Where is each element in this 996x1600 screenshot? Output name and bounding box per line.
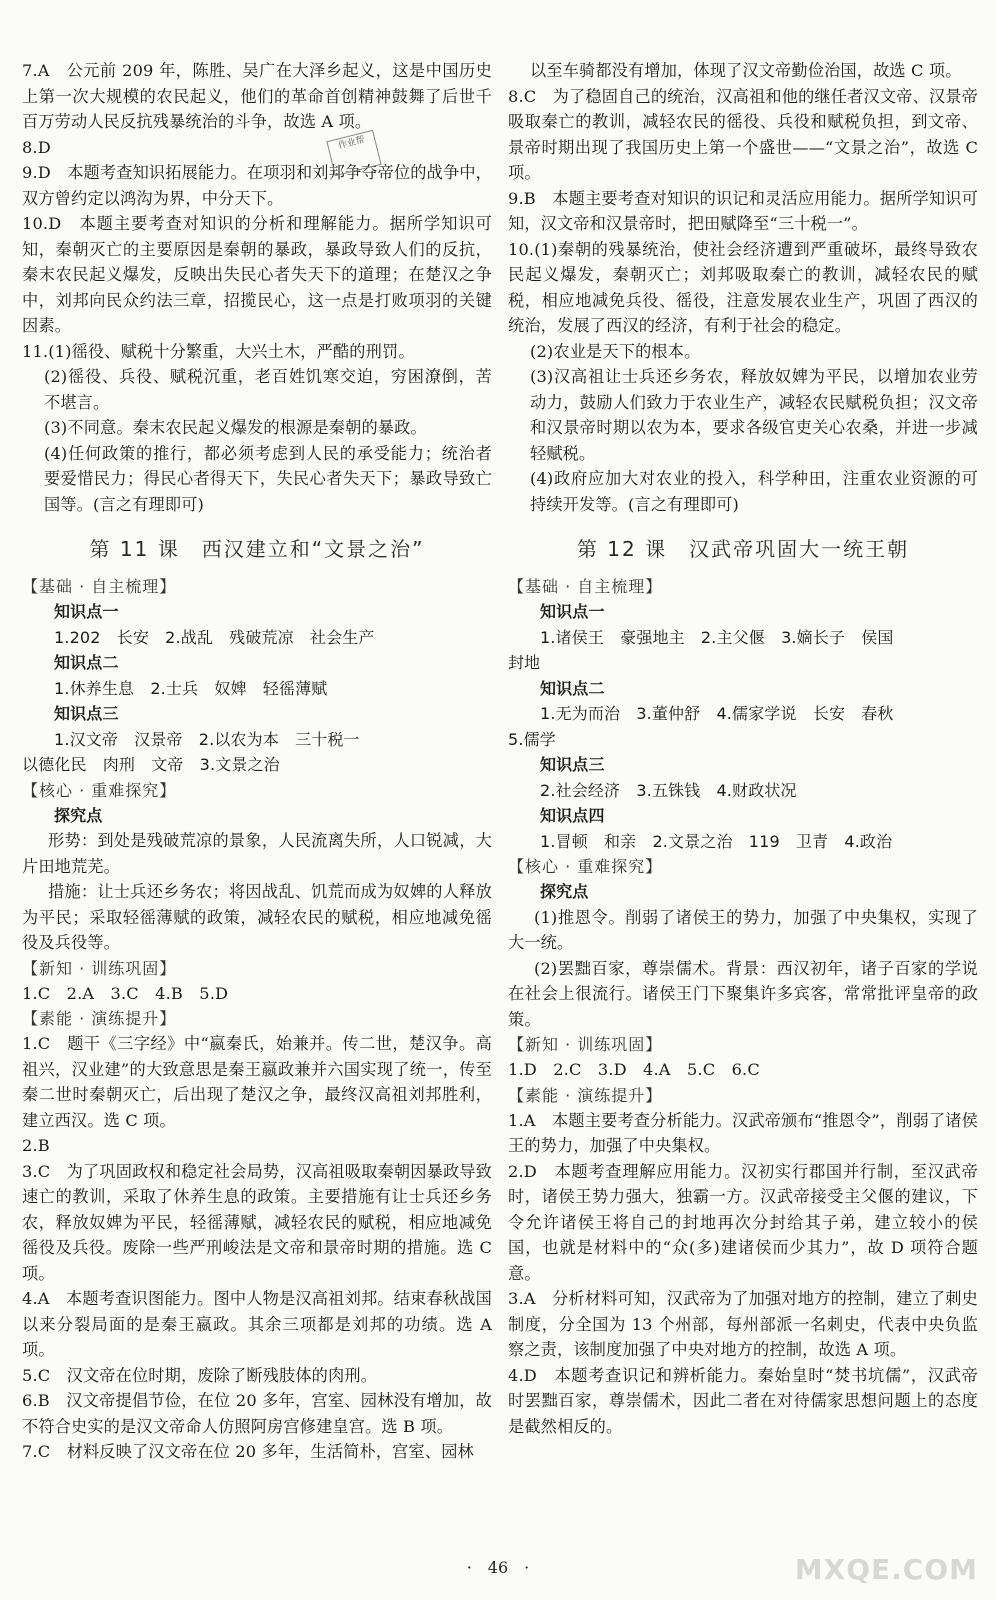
answer-item: 4.D 本题考查识记和辨析能力。秦始皇时“焚书坑儒”，汉武帝时罢黜百家，尊崇儒术，因此二者在对待儒家思想问题上的态度是截然相反的。 [508, 1365, 978, 1436]
answer-item: 5.C 汉文帝在位时期，废除了断残肢体的肉刑。 [22, 1365, 378, 1385]
explore-item: (2)罢黜百家，尊崇儒术。背景：西汉初年，诸子百家的学说在社会上很流行。诸侯王门下聚集许多宾客，常常批评皇帝的政策。 [508, 958, 978, 1029]
knowledge-point-answers: 2.社会经济 3.五铢钱 4.财政状况 [540, 780, 797, 800]
section-basic: 【基础 · 自主梳理】 [508, 577, 663, 596]
knowledge-point-answers: 1.诸侯王 豪强地主 2.主父偃 3.嫡长子 侯国 [540, 627, 894, 647]
right-column [508, 58, 978, 1439]
answer-subitem: (3)不同意。秦末农民起义爆发的根源是秦朝的暴政。 [44, 418, 427, 437]
answer-item: 10.(1)秦朝的残暴统治，使社会经济遭到严重破坏，最终导致农民起义爆发，秦朝灭亡；刘邦吸取秦亡的教训，减轻农民的赋税，相应地减免兵役、徭役，注意发展农业生产，巩固了西汉的统治，发展了西汉的经济，有利于社会的稳定。 [508, 239, 978, 335]
section-core: 【核心 · 重难探究】 [22, 780, 177, 800]
knowledge-point-title: 知识点三 [540, 755, 605, 774]
knowledge-point-title: 知识点三 [54, 704, 119, 723]
knowledge-point-answers: 1.休养生息 2.士兵 奴婢 轻徭薄赋 [54, 678, 328, 698]
explore-measures: 措施：让士兵还乡务农；将因战乱、饥荒而成为奴婢的人释放为平民；采取轻徭薄赋的政策，减轻农民的赋税，相应地减免徭役及兵役等。 [22, 882, 492, 952]
knowledge-point-title: 知识点一 [54, 602, 119, 621]
section-basic: 【基础 · 自主梳理】 [22, 577, 177, 596]
explore-item: (1)推恩令。削弱了诸侯王的势力，加强了中央集权，实现了大一统。 [508, 907, 978, 952]
knowledge-point-answers: 1.202 长安 2.战乱 残破荒凉 社会生产 [54, 627, 375, 647]
knowledge-point-title: 知识点四 [540, 806, 605, 825]
answer-subitem: (4)任何政策的推行，都必须考虑到人民的承受能力；统治者要爱惜民力；得民心者得天下，失民心者失天下；暴政导致亡国等。(言之有理即可) [44, 443, 492, 514]
section-skill: 【素能 · 演练提升】 [22, 1009, 177, 1028]
knowledge-point-answers: 5.儒学 [508, 729, 556, 749]
answer-item: 11.(1)徭役、赋税十分繁重，大兴土木，严酷的刑罚。 [22, 341, 415, 361]
watermark-logo: MXQE.COM [794, 1553, 978, 1586]
new-answers: 1.D 2.C 3.D 4.A 5.C 6.C [508, 1060, 760, 1079]
answer-subitem: (2)徭役、兵役、赋税沉重，老百姓饥寒交迫，穷困潦倒，苦不堪言。 [44, 367, 492, 412]
explore-title: 探究点 [54, 805, 103, 825]
answer-item: 9.B 本题主要考查对知识的识记和灵活应用能力。据所学知识可知，汉文帝和汉景帝时，把田赋降至“三十税一”。 [508, 188, 978, 233]
answer-item: 6.B 汉文帝提倡节俭，在位 20 多年，宫室、园林没有增加，故不符合史实的是汉文帝命人仿照阿房宫修建皇宫。选 B 项。 [22, 1391, 492, 1436]
knowledge-point-answers: 封地 [508, 653, 541, 672]
answer-subitem: (4)政府应加大对农业的投入，科学种田，注重农业资源的可持续开发等。(言之有理即可) [530, 469, 978, 514]
answer-continuation: 以至车骑都没有增加，体现了汉文帝勤俭治国，故选 C 项。 [530, 61, 962, 80]
answer-subitem: (3)汉高祖让士兵还乡务农，释放奴婢为平民，以增加农业劳动力，鼓励人们致力于农业生产，减轻农民赋税负担；汉文帝和汉景帝时期以农为本，要求各级官吏关心农桑，并进一步减轻赋税。 [530, 367, 978, 463]
knowledge-point-title: 知识点二 [54, 653, 119, 672]
answer-item: 2.D 本题考查理解应用能力。汉初实行郡国并行制，至汉武帝时，诸侯王势力强大，独霸一方。汉武帝接受主父偃的建议，下令允许诸侯王将自己的封地再次分封给其子弟，建立较小的侯国，也就是材料中的“众(多)建诸侯而少其力”，故 D 项符合题意。 [508, 1161, 978, 1283]
new-answers: 1.C 2.A 3.C 4.B 5.D [22, 983, 229, 1003]
explore-situation: 形势：到处是残破荒凉的景象，人民流离失所，人口锐减，大片田地荒芜。 [22, 831, 492, 876]
answer-block-1 [22, 58, 492, 517]
section-new: 【新知 · 训练巩固】 [22, 958, 177, 978]
knowledge-point-answers: 1.汉文帝 汉景帝 2.以农为本 三十税一 [54, 729, 360, 749]
answer-item: 8.C 为了稳固自己的统治，汉高祖和他的继任者汉文帝、汉景帝吸取秦亡的教训，减轻农民的徭役、兵役和赋税负担，到文帝、景帝时期出现了我国历史上第一个盛世——“文景之治”，故选 C 项。 [508, 86, 978, 182]
answer-item: 3.C 为了巩固政权和稳定社会局势，汉高祖吸取秦朝因暴政导致速亡的教训，采取了休养生息的政策。主要措施有让士兵还乡务农，释放奴婢为平民，轻徭薄赋，减轻农民的赋税，相应地减免徭役及兵役。废除一些严刑峻法是文帝和景帝时期的措施。选 C 项。 [22, 1161, 492, 1283]
answer-item: 10.D 本题主要考查对知识的分析和理解能力。据所学知识可知，秦朝灭亡的主要原因是秦朝的暴政，暴政导致人们的反抗，秦末农民起义爆发，反映出失民心者失天下的道理；在楚汉之争中，刘邦向民众约法三章，招揽民心，这一点是打败项羽的关键因素。 [22, 214, 492, 335]
page-number: · 46 · [466, 1558, 530, 1577]
section-core: 【核心 · 重难探究】 [508, 857, 663, 876]
lesson-12-title: 第 12 课 汉武帝巩固大一统王朝 [576, 537, 910, 561]
answer-item: 9.D 本题考查知识拓展能力。在项羽和刘邦争夺帝位的战争中，双方曾约定以鸿沟为界，中分天下。 [22, 163, 492, 208]
answer-item: 8.D [22, 137, 51, 157]
explore-title: 探究点 [540, 882, 589, 901]
knowledge-point-answers: 1.冒顿 和亲 2.文景之治 119 卫青 4.政治 [540, 831, 893, 851]
stamp-image: 作业帮 [326, 130, 381, 177]
knowledge-point-title: 知识点一 [540, 602, 605, 621]
knowledge-point-title: 知识点二 [540, 678, 605, 698]
knowledge-point-answers: 1.无为而治 3.董仲舒 4.儒家学说 长安 春秋 [540, 704, 894, 723]
section-skill: 【素能 · 演练提升】 [508, 1085, 663, 1105]
lesson-11-title: 第 11 课 西汉建立和“文景之治” [89, 537, 425, 561]
answer-item: 3.A 分析材料可知，汉武帝为了加强对地方的控制，建立了刺史制度，分全国为 13 个州部，每州部派一名刺史，代表中央负监察之责，该制度加强了中央对地方的控制，故选 A 项。 [508, 1289, 978, 1359]
section-new: 【新知 · 训练巩固】 [508, 1035, 663, 1054]
left-column [22, 58, 492, 1465]
answer-subitem: (2)农业是天下的根本。 [530, 341, 701, 361]
answer-item: 4.A 本题考查识图能力。图中人物是汉高祖刘邦。结束春秋战国以来分裂局面的是秦王嬴政。其余三项都是刘邦的功绩。选 A 项。 [22, 1289, 492, 1359]
answer-item: 1.C 题干《三字经》中“嬴秦氏，始兼并。传二世，楚汉争。高祖兴，汉业建”的大致意思是秦王嬴政兼并六国实现了统一，传至秦二世时秦朝灭亡，后出现了楚汉之争，最终汉高祖刘邦胜利，建立西汉。选 C 项。 [22, 1034, 492, 1130]
answer-item: 1.A 本题主要考查分析能力。汉武帝颁布“推恩令”，削弱了诸侯王的势力，加强了中央集权。 [508, 1110, 978, 1155]
knowledge-point-answers: 以德化民 肉刑 文帝 3.文景之治 [22, 755, 280, 774]
answer-item: 2.B [22, 1136, 50, 1155]
answer-item: 7.C 材料反映了汉文帝在位 20 多年，生活简朴，宫室、园林 [22, 1442, 474, 1461]
answer-item: 7.A 公元前 209 年，陈胜、吴广在大泽乡起义，这是中国历史上第一次大规模的农民起义，他们的革命首创精神鼓舞了后世千百万劳动人民反抗残暴统治的斗争，故选 A 项。 [22, 61, 492, 131]
